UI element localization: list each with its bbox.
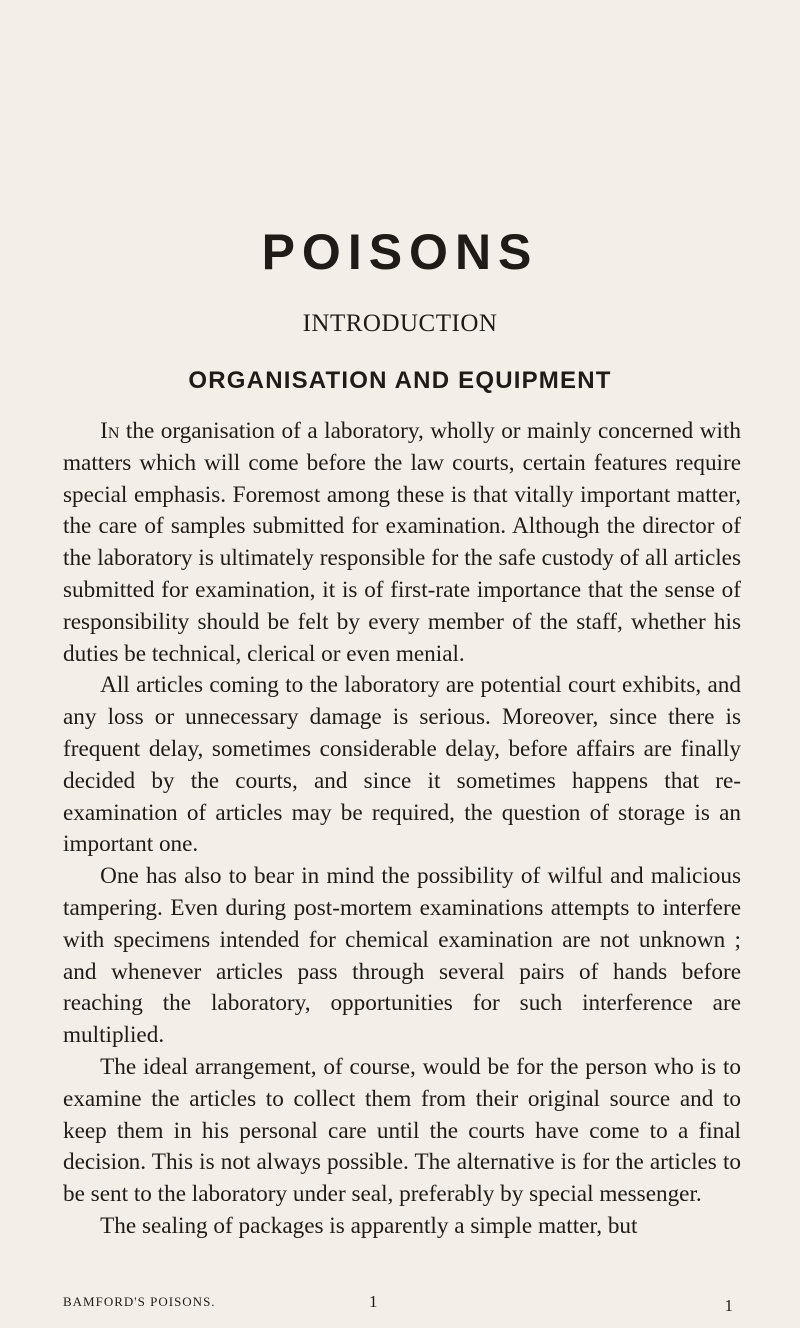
page-footer [63, 1292, 741, 1316]
section-heading: ORGANISATION AND EQUIPMENT [188, 367, 612, 394]
paragraph-text: The ideal arrangement, of course, would be for the person who is to examine the articles to collect them from their original source and to keep them in his personal care until the courts have come to a final decision. This is not always possible. The alternative is for the articles to be sent to the laboratory under seal, preferably by special messenger. [63, 1053, 741, 1208]
paragraph-text: The sealing of packages is apparently a simple matter, but [100, 1212, 638, 1239]
footer-book-title: BAMFORD'S POISONS. [63, 1294, 216, 1309]
paragraph-2 [63, 670, 741, 861]
footer-signature-mark: 1 [369, 1292, 378, 1311]
paragraph-text: the organisation of a laboratory, wholly or mainly concerned with matters which will come before the law courts, certain features require special emphasis. Foremost among these is that vitally important matter, the care of samples submitted for examination. Although the director of the laboratory is ultimately responsible for the safe custody of all articles submitted for examination, it is of first-rate importance that the sense of responsibility should be felt by every member of the staff, whether his duties be technical, clerical or even menial. [63, 418, 741, 667]
paragraph-3 [63, 861, 741, 1052]
page-title: POISONS [261, 224, 539, 280]
chapter-subtitle: INTRODUCTION [302, 310, 498, 337]
paragraph-1 [63, 416, 741, 670]
paragraph-text: All articles coming to the laboratory are potential court exhibits, and any loss or unnecessary damage is serious. Moreover, since there is frequent delay, sometimes considerable delay, before affairs are finally decided by the courts, and since it sometimes happens that re-examination of articles may be required, the question of storage is an important one. [63, 672, 741, 858]
footer-page-number: 1 [724, 1296, 733, 1315]
paragraph-5 [63, 1211, 741, 1243]
paragraph-text: One has also to bear in mind the possibility of wilful and malicious tampering. Even during post-mortem examinations attempts to interfere with specimens intended for chemical examination are not unknown ; and whenever articles pass through several pairs of hands before reaching the laboratory, opportunities for such interference are multiplied. [63, 863, 741, 1049]
body-text [63, 416, 741, 1243]
paragraph-4 [63, 1052, 741, 1211]
paragraph-lead-word: In [100, 418, 120, 444]
